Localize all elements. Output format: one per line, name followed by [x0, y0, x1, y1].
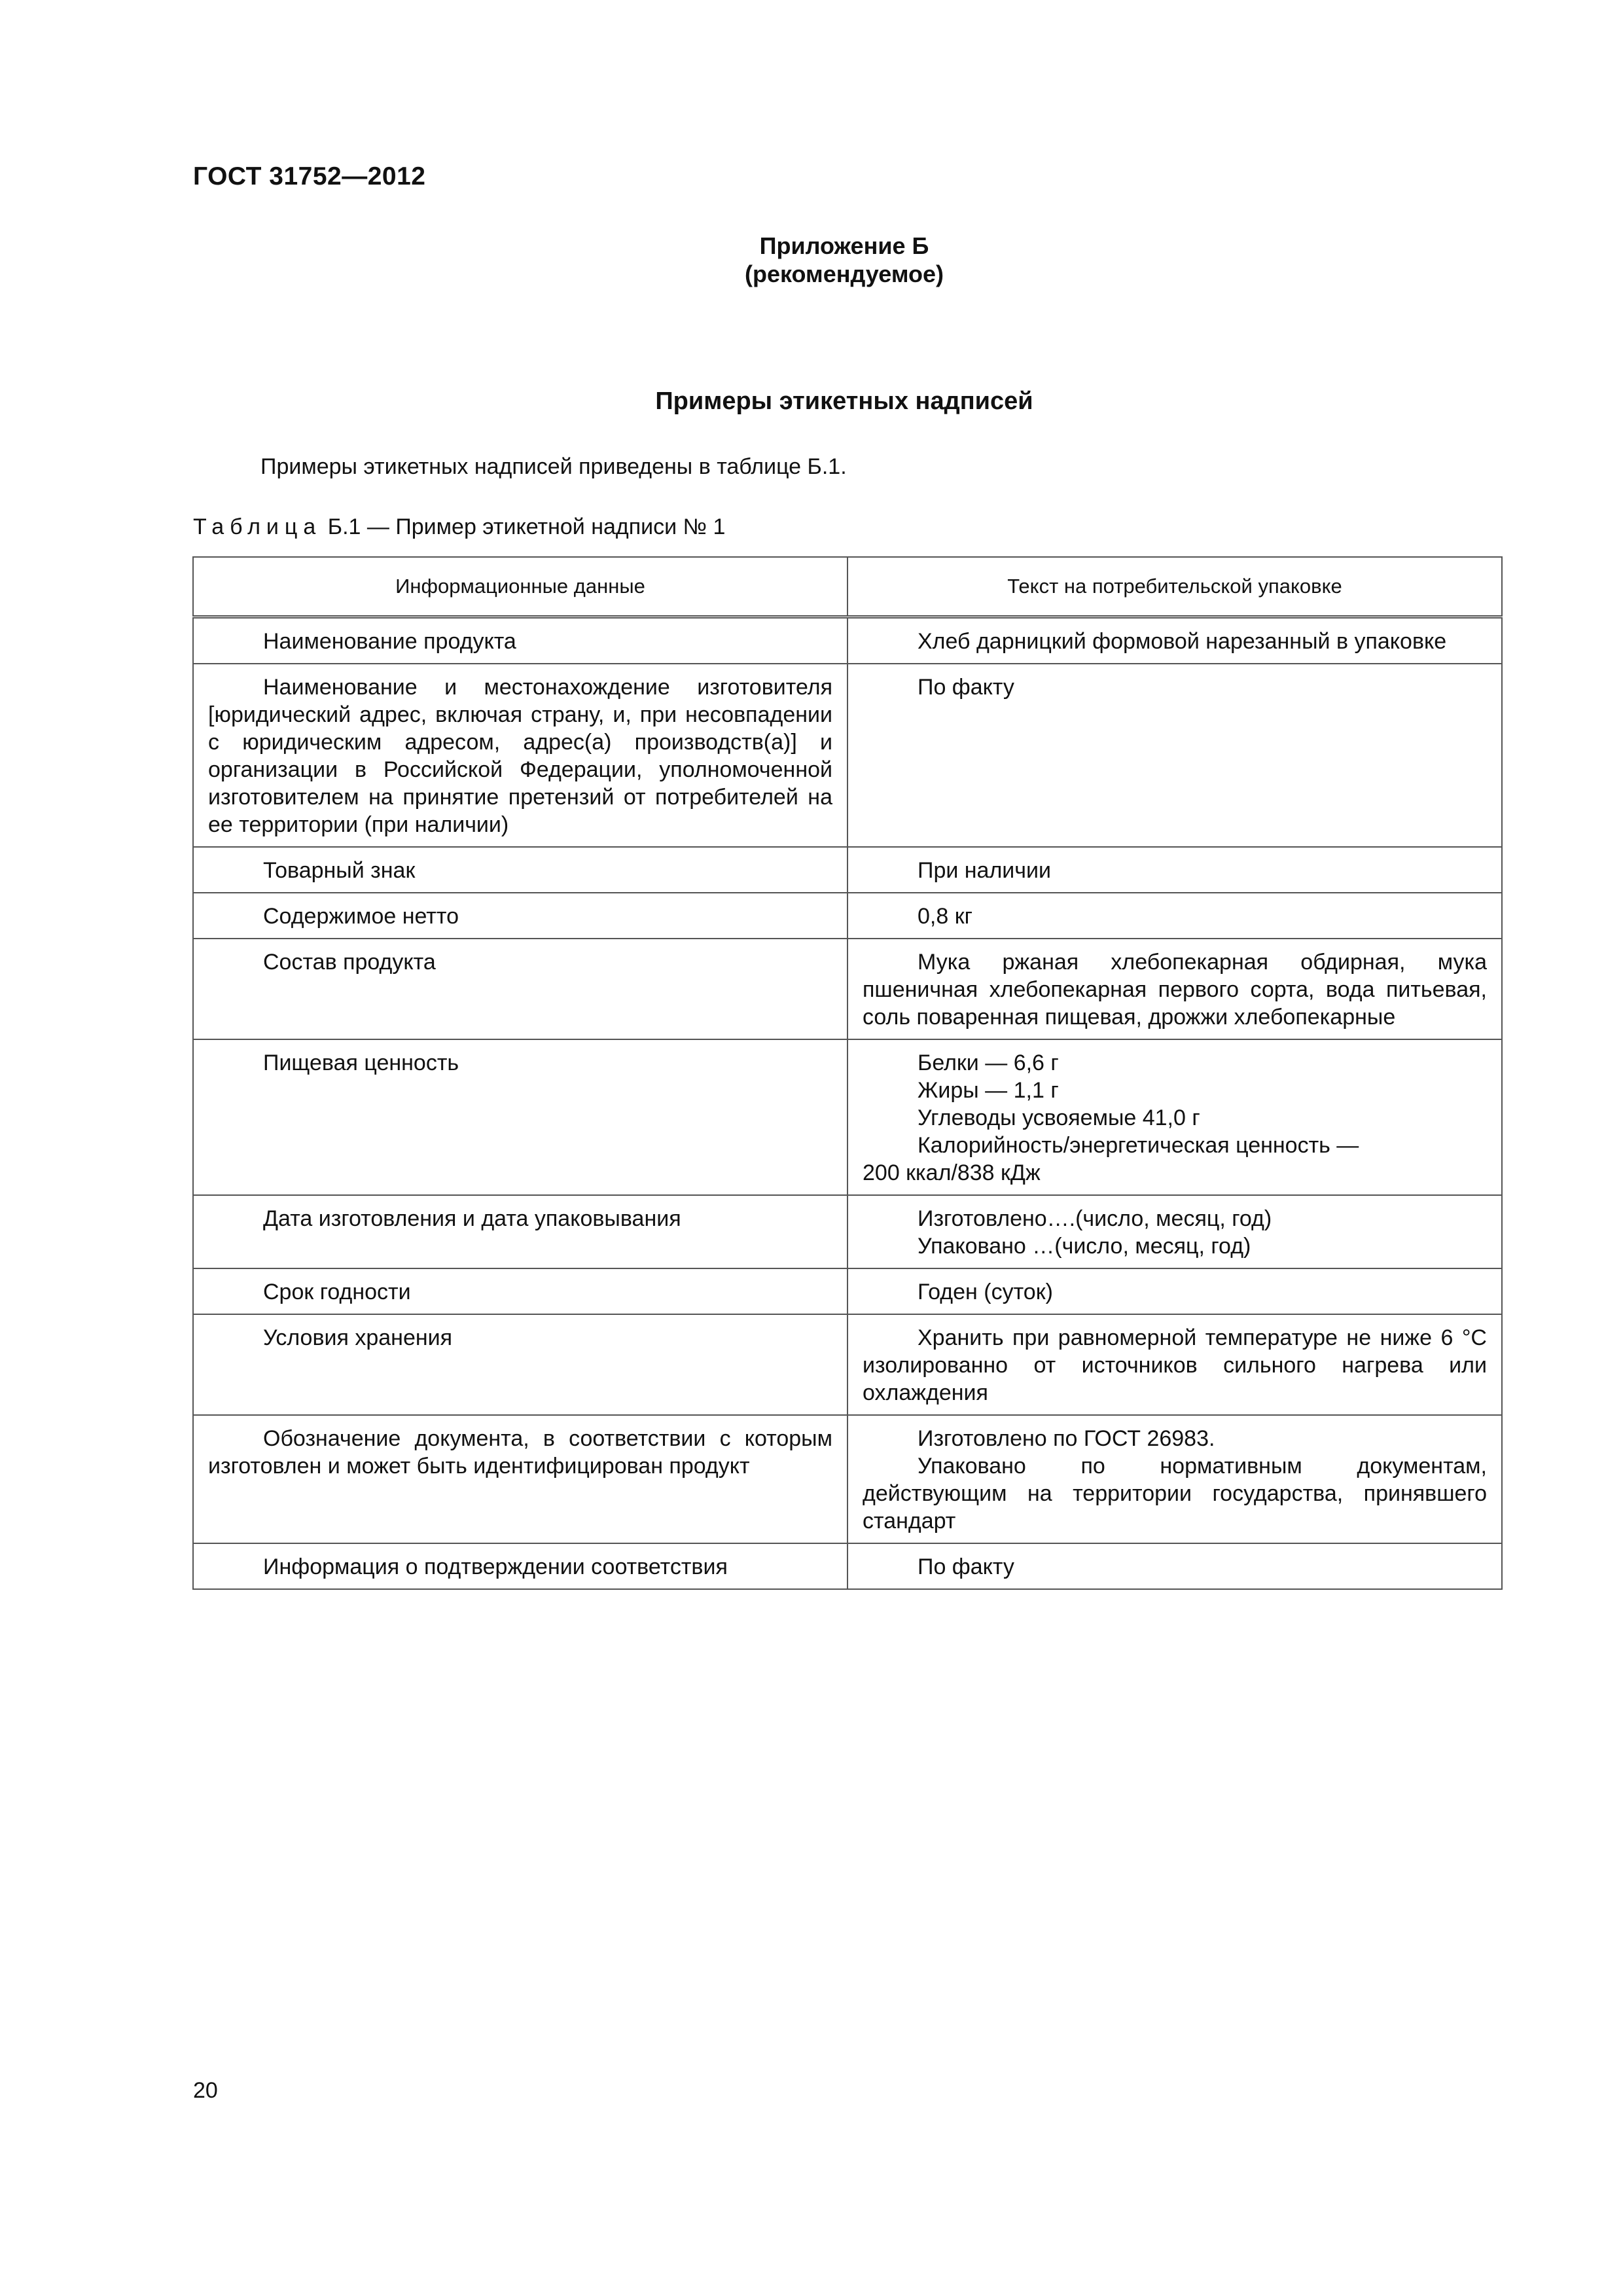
- column-header-info: Информационные данные: [193, 557, 847, 617]
- row-text: Хранить при равномерной температуре не ниже 6 °С изолированно от источников сильного нагрева или охлаждения: [863, 1325, 1487, 1405]
- row-info: Наименование продукта: [263, 629, 516, 654]
- table-caption-word: Таблица: [193, 514, 322, 539]
- row-info: Товарный знак: [263, 858, 416, 883]
- table-row: [193, 1415, 1502, 1543]
- row-text-line: Упаковано …(число, месяц, год): [918, 1234, 1251, 1259]
- table-row: [193, 1195, 1502, 1268]
- row-info: Пищевая ценность: [263, 1050, 459, 1075]
- table-row: [193, 1543, 1502, 1589]
- row-text-line: Белки — 6,6 г: [918, 1050, 1059, 1075]
- row-info: Информация о подтверждении соответствия: [263, 1554, 728, 1579]
- table-row: [193, 847, 1502, 893]
- row-info: Дата изготовления и дата упаковывания: [263, 1206, 681, 1231]
- table-row: [193, 939, 1502, 1039]
- row-info: Состав продукта: [263, 950, 436, 975]
- table-header-row: [193, 557, 1502, 617]
- document-code: ГОСТ 31752—2012: [193, 162, 426, 190]
- table-row: [193, 893, 1502, 939]
- page-number: 20: [193, 2078, 218, 2103]
- row-info: Условия хранения: [263, 1325, 453, 1350]
- row-text: Годен (суток): [918, 1280, 1053, 1304]
- row-text-line: Изготовлено….(число, месяц, год): [918, 1206, 1272, 1231]
- row-text: 0,8 кг: [918, 904, 972, 929]
- table-row: [193, 664, 1502, 847]
- row-text: Хлеб дарницкий формовой нарезанный в упаковке: [918, 629, 1447, 654]
- row-text: По факту: [918, 1554, 1014, 1579]
- row-info: Наименование и местонахождение изготовителя [юридический адрес, включая страну, и, при несовпадении с юридическим адресом, адрес(а) производств(а)] и организации в Российской Федерации, уполномоченной изготовителем на принятие претензий от потребителей на ее территории (при наличии): [208, 675, 832, 837]
- table-row: [193, 1314, 1502, 1415]
- intro-paragraph: Примеры этикетных надписей приведены в таблице Б.1.: [260, 454, 847, 479]
- table-caption: [193, 514, 725, 540]
- row-text-line: Калорийность/энергетическая ценность —: [918, 1133, 1359, 1158]
- table-row: [193, 617, 1502, 664]
- column-header-package-text: Текст на потребительской упаковке: [847, 557, 1502, 617]
- table-row: [193, 1039, 1502, 1195]
- table-row: [193, 1268, 1502, 1314]
- row-text: При наличии: [918, 858, 1051, 883]
- row-text-line: Жиры — 1,1 г: [918, 1078, 1059, 1103]
- row-info: Содержимое нетто: [263, 904, 459, 929]
- row-text-line: Изготовлено по ГОСТ 26983.: [918, 1426, 1215, 1451]
- appendix-title: Приложение Б: [759, 232, 929, 259]
- row-text: Мука ржаная хлебопекарная обдирная, мука пшеничная хлебопекарная первого сорта, вода питьевая, соль поваренная пищевая, дрожжи хлебопекарные: [863, 950, 1487, 1030]
- label-example-table: [192, 556, 1503, 1590]
- row-text: По факту: [918, 675, 1014, 700]
- section-title: Примеры этикетных надписей: [655, 387, 1033, 415]
- row-text-line: Углеводы усвояемые 41,0 г: [918, 1105, 1200, 1130]
- table-caption-text: Б.1 — Пример этикетной надписи № 1: [327, 514, 726, 539]
- row-info: Срок годности: [263, 1280, 411, 1304]
- appendix-note: (рекомендуемое): [745, 260, 944, 287]
- row-text-line: 200 ккал/838 кДж: [863, 1160, 1041, 1185]
- row-info: Обозначение документа, в соответствии с которым изготовлен и может быть идентифицирован продукт: [208, 1426, 832, 1479]
- row-text-line: Упаковано по нормативным документам, действующим на территории государства, принявшего стандарт: [863, 1454, 1487, 1534]
